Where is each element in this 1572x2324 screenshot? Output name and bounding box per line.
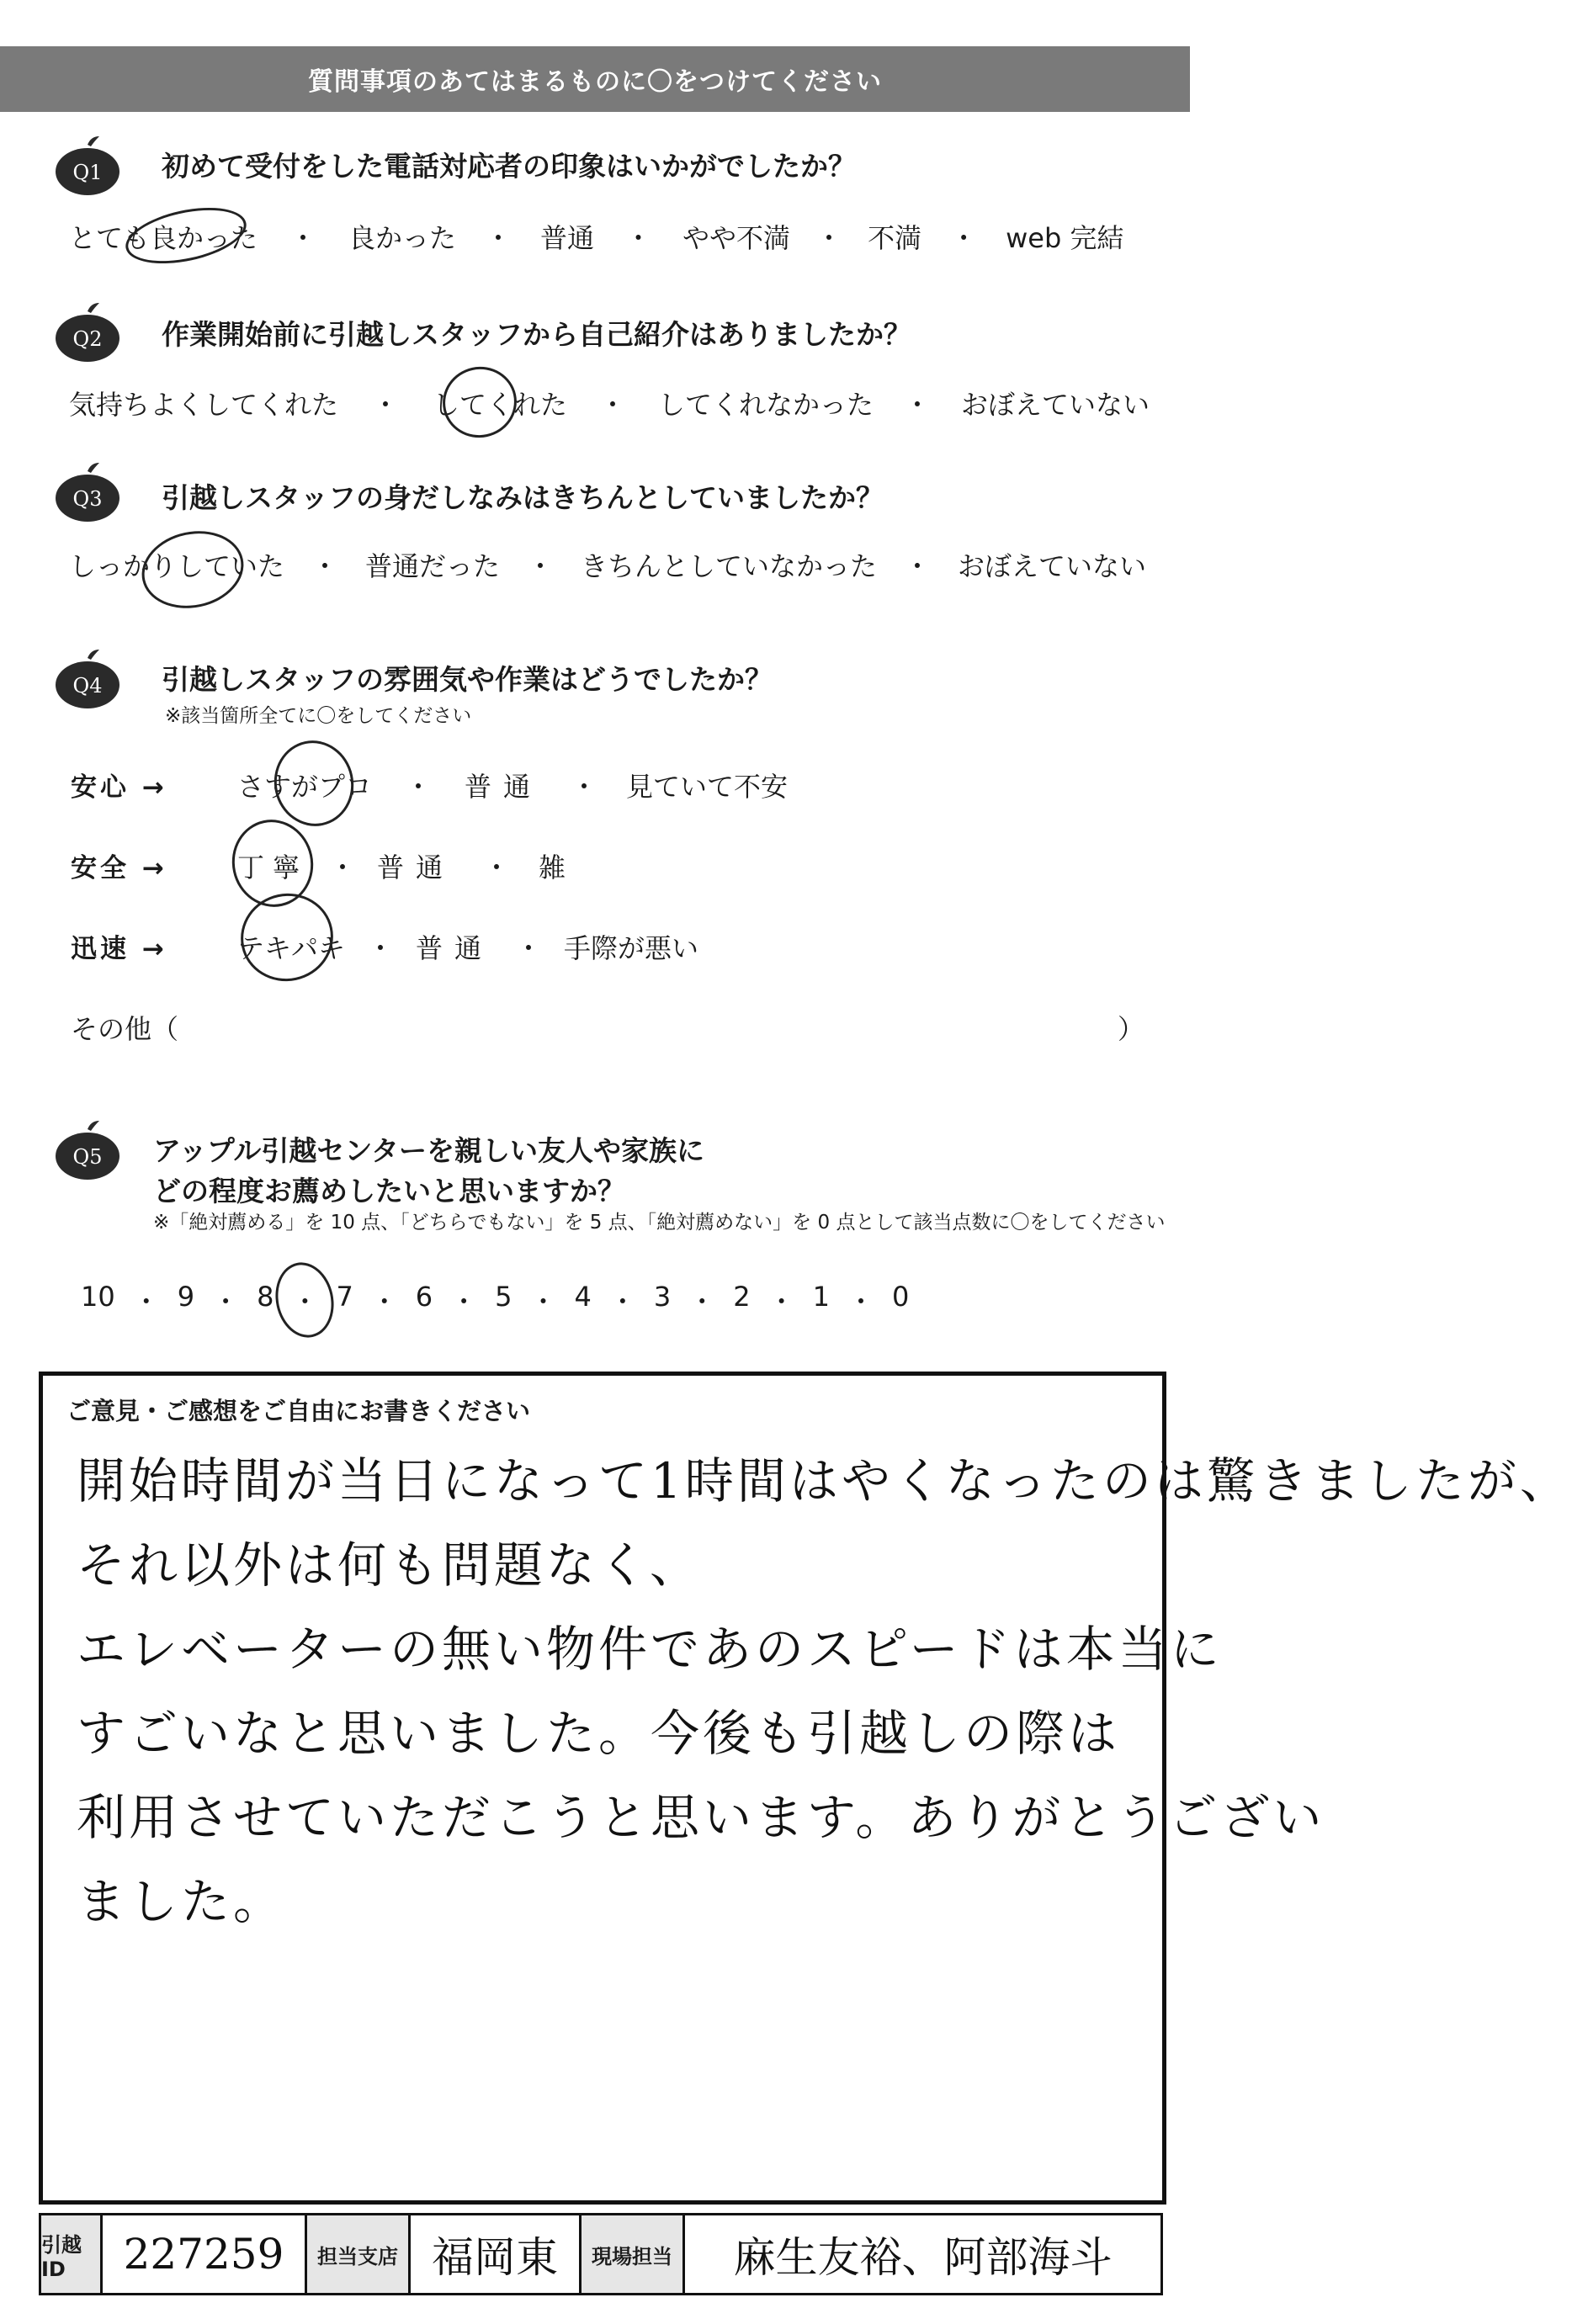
comments-box xyxy=(39,1372,1572,2205)
q3-apple-badge-icon xyxy=(52,461,123,523)
q5-score-7[interactable]: 7 xyxy=(336,1281,353,1313)
q1-option-3[interactable]: 普通 xyxy=(540,222,595,254)
q5-scale: 10 ・ 9 ・ 8 ・ 7 ・ 6 ・ 5 ・ 4 ・ 3 ・ 2 ・ 1 ・ 0 xyxy=(81,1281,910,1318)
comment-line-1: 開始時間が当日になって1時間はやくなったのは驚きましたが、 xyxy=(77,1452,1572,1510)
q3-options: しっかりしていた ・ 普通だった ・ きちんとしていなかった ・ おぼえていない xyxy=(69,545,1146,584)
q4-row-anshin-options: さすがプロ ・ 普通 ・ 見ていて不安 xyxy=(237,766,788,804)
comment-line-6: ました。 xyxy=(77,1873,286,1930)
q5-question-line2: どの程度お薦めしたいと思いますか？ xyxy=(153,1175,625,1207)
q1-option-4[interactable]: やや不満 xyxy=(682,222,791,254)
q5-question-line1: アップル引越センターを親しい友人や家族に xyxy=(153,1134,705,1167)
q4-row-anzen-options: 丁寧 ・ 普通 ・ 雑 xyxy=(237,846,566,885)
footer-staff-value: 麻生友裕、阿部海斗 xyxy=(733,2233,1113,2282)
page-header xyxy=(0,46,1190,112)
q2-question: 作業開始前に引越しスタッフから自己紹介はありましたか？ xyxy=(162,318,911,351)
q5-score-5[interactable]: 5 xyxy=(495,1281,512,1313)
q4-note: ※該当箇所全てに〇をしてください xyxy=(165,705,472,727)
q3-selection-mark xyxy=(135,522,251,617)
footer-branch-label: 担当支店 xyxy=(307,2215,411,2293)
q2-selection-mark xyxy=(436,360,523,444)
q5-selection-mark xyxy=(268,1257,340,1343)
comment-line-2: それ以外は何も問題なく、 xyxy=(77,1536,702,1594)
q2-options: 気持ちよくしてくれた ・ してくれた ・ してくれなかった ・ おぼえていない xyxy=(69,384,1150,422)
q5-score-0[interactable]: 0 xyxy=(891,1281,910,1313)
q4-question: 引越しスタッフの雰囲気や作業はどうでしたか？ xyxy=(162,663,773,696)
q5-score-3[interactable]: 3 xyxy=(653,1281,672,1313)
q5-apple-badge-icon xyxy=(52,1119,123,1181)
header-title: 質問事項のあてはまるものに〇をつけてください xyxy=(308,67,882,97)
q4-anshin-selection-mark xyxy=(266,733,361,833)
q4-other-input[interactable] xyxy=(202,1008,1111,1042)
q1-option-6[interactable]: web 完結 xyxy=(1006,222,1124,254)
q4-apple-badge-icon xyxy=(52,648,123,710)
q4-anzen-option-3[interactable]: 雑 xyxy=(539,852,566,883)
q1-option-1[interactable]: とても良かった xyxy=(69,222,258,254)
q4-other-close: ） xyxy=(1118,1013,1145,1045)
q2-option-4[interactable]: おぼえていない xyxy=(961,389,1150,421)
q3-option-3[interactable]: きちんとしていなかった xyxy=(581,550,878,582)
q5-score-8[interactable]: 8 xyxy=(257,1281,274,1313)
q5-score-9[interactable]: 9 xyxy=(177,1281,195,1313)
footer-id-label: 引越 ID xyxy=(41,2215,103,2293)
q4-label: Q4 xyxy=(72,674,103,698)
q5-score-10[interactable]: 10 xyxy=(81,1281,115,1313)
q5-score-1[interactable]: 1 xyxy=(812,1281,830,1313)
q4-row-jinsoku-options: テキパキ ・ 普通 ・ 手際が悪い xyxy=(237,927,698,966)
q4-anshin-option-2[interactable]: 普通 xyxy=(465,771,543,803)
q2-option-3[interactable]: してくれなかった xyxy=(658,389,874,421)
q1-question: 初めて受付をした電話対応者の印象はいかがでしたか？ xyxy=(162,150,856,183)
q4-category-anzen: 安全 → xyxy=(71,853,167,883)
q2-option-2[interactable]: してくれた xyxy=(433,389,568,421)
q4-category-jinsoku: 迅速 → xyxy=(71,934,167,964)
q1-selection-mark xyxy=(120,198,251,273)
q1-apple-badge-icon xyxy=(52,135,123,197)
q4-anzen-option-1[interactable]: 丁寧 xyxy=(237,852,309,883)
q4-anshin-option-1[interactable]: さすがプロ xyxy=(237,771,373,803)
q1-options: とても良かった ・ 良かった ・ 普通 ・ やや不満 ・ 不満 ・ web 完結 xyxy=(69,217,1123,256)
q3-option-4[interactable]: おぼえていない xyxy=(958,550,1147,582)
q4-category-anshin: 安心 → xyxy=(71,772,167,803)
q3-question: 引越しスタッフの身だしなみはきちんとしていましたか？ xyxy=(162,481,884,514)
q4-jinsoku-option-2[interactable]: 普通 xyxy=(416,932,494,964)
q4-jinsoku-option-1[interactable]: テキパキ xyxy=(237,932,346,964)
comment-line-5: 利用させていただこうと思います。ありがとうござい xyxy=(77,1789,1325,1846)
q1-option-5[interactable]: 不満 xyxy=(868,222,922,254)
q2-label: Q2 xyxy=(72,327,103,351)
footer-branch-value: 福岡東 xyxy=(411,2215,582,2293)
q1-label: Q1 xyxy=(72,161,103,184)
q5-score-6[interactable]: 6 xyxy=(415,1281,433,1313)
q1-option-2[interactable]: 良かった xyxy=(348,222,457,254)
footer-staff-label: 現場担当 xyxy=(582,2215,685,2293)
q4-anzen-option-2[interactable]: 普通 xyxy=(377,852,455,883)
footer-table xyxy=(39,2213,1163,2295)
q4-jinsoku-option-3[interactable]: 手際が悪い xyxy=(564,932,699,964)
q5-label: Q5 xyxy=(72,1145,103,1169)
comment-line-3: エレベーターの無い物件であのスピードは本当に xyxy=(77,1621,1223,1678)
q4-other-label: その他（ xyxy=(71,1013,179,1045)
q5-note: ※「絶対薦める」を 10 点、「どちらでもない」を 5 点、「絶対薦めない」を 0 点として該当点数に〇をしてください xyxy=(153,1212,1166,1234)
q5-score-2[interactable]: 2 xyxy=(733,1281,751,1313)
q3-option-2[interactable]: 普通だった xyxy=(365,550,501,582)
q2-apple-badge-icon xyxy=(52,301,123,363)
q4-anshin-option-3[interactable]: 見ていて不安 xyxy=(626,771,789,803)
q3-label: Q3 xyxy=(72,487,103,511)
q2-option-1[interactable]: 気持ちよくしてくれた xyxy=(69,389,339,421)
comments-title: ご意見・ご感想をご自由にお書きください xyxy=(66,1397,531,1425)
q4-jinsoku-selection-mark xyxy=(232,885,341,990)
comment-line-4: すごいなと思いました。今後も引越しの際は xyxy=(77,1705,1121,1762)
q5-score-4[interactable]: 4 xyxy=(574,1281,592,1313)
q3-option-1[interactable]: しっかりしていた xyxy=(69,550,285,582)
footer-id-value: 227259 xyxy=(103,2215,307,2293)
